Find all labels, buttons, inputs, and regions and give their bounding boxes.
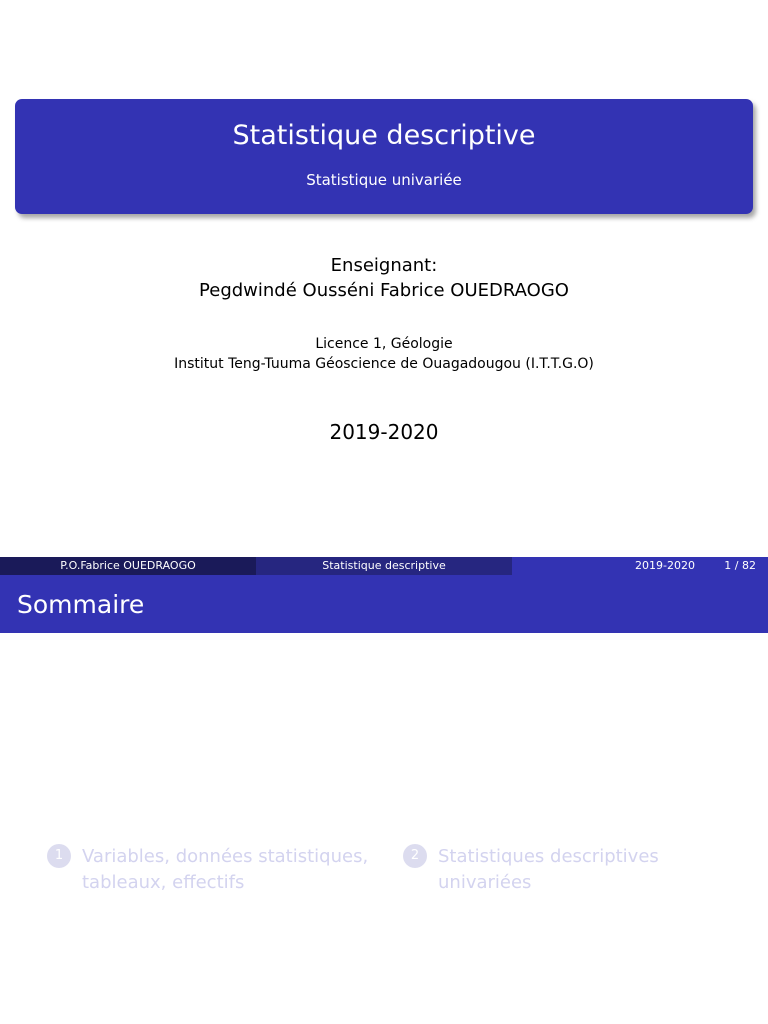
slide-footer (0, 557, 768, 575)
author-label: Enseignant: (330, 255, 438, 276)
title-block (15, 99, 753, 214)
footer-title: Statistique descriptive (256, 557, 512, 575)
footer-info (512, 557, 768, 575)
toc-item[interactable] (47, 844, 372, 896)
institution-program: Licence 1, Géologie (315, 336, 453, 352)
toc-number-badge: 2 (403, 844, 427, 868)
frame-title: Sommaire (17, 590, 145, 619)
footer-author: P.O.Fabrice OUEDRAOGO (0, 557, 256, 575)
toc-item-label: Variables, données statistiques, tableaux, effectifs (82, 846, 369, 893)
toc-number-badge: 1 (47, 844, 71, 868)
institution-name: Institut Teng-Tuuma Géoscience de Ouagadougou (I.T.T.G.O) (174, 356, 594, 372)
toc-item[interactable] (403, 844, 698, 896)
toc-item-label: Statistiques descriptives univariées (438, 846, 659, 893)
author-name: Pegdwindé Ousséni Fabrice OUEDRAOGO (199, 280, 569, 301)
footer-date: 2019-2020 (635, 559, 695, 572)
frame-title-bar (0, 575, 768, 633)
presentation-subtitle: Statistique univariée (306, 171, 462, 189)
footer-page-number: 1 / 82 (724, 559, 756, 572)
presentation-title: Statistique descriptive (232, 120, 536, 151)
presentation-date: 2019-2020 (329, 420, 439, 444)
